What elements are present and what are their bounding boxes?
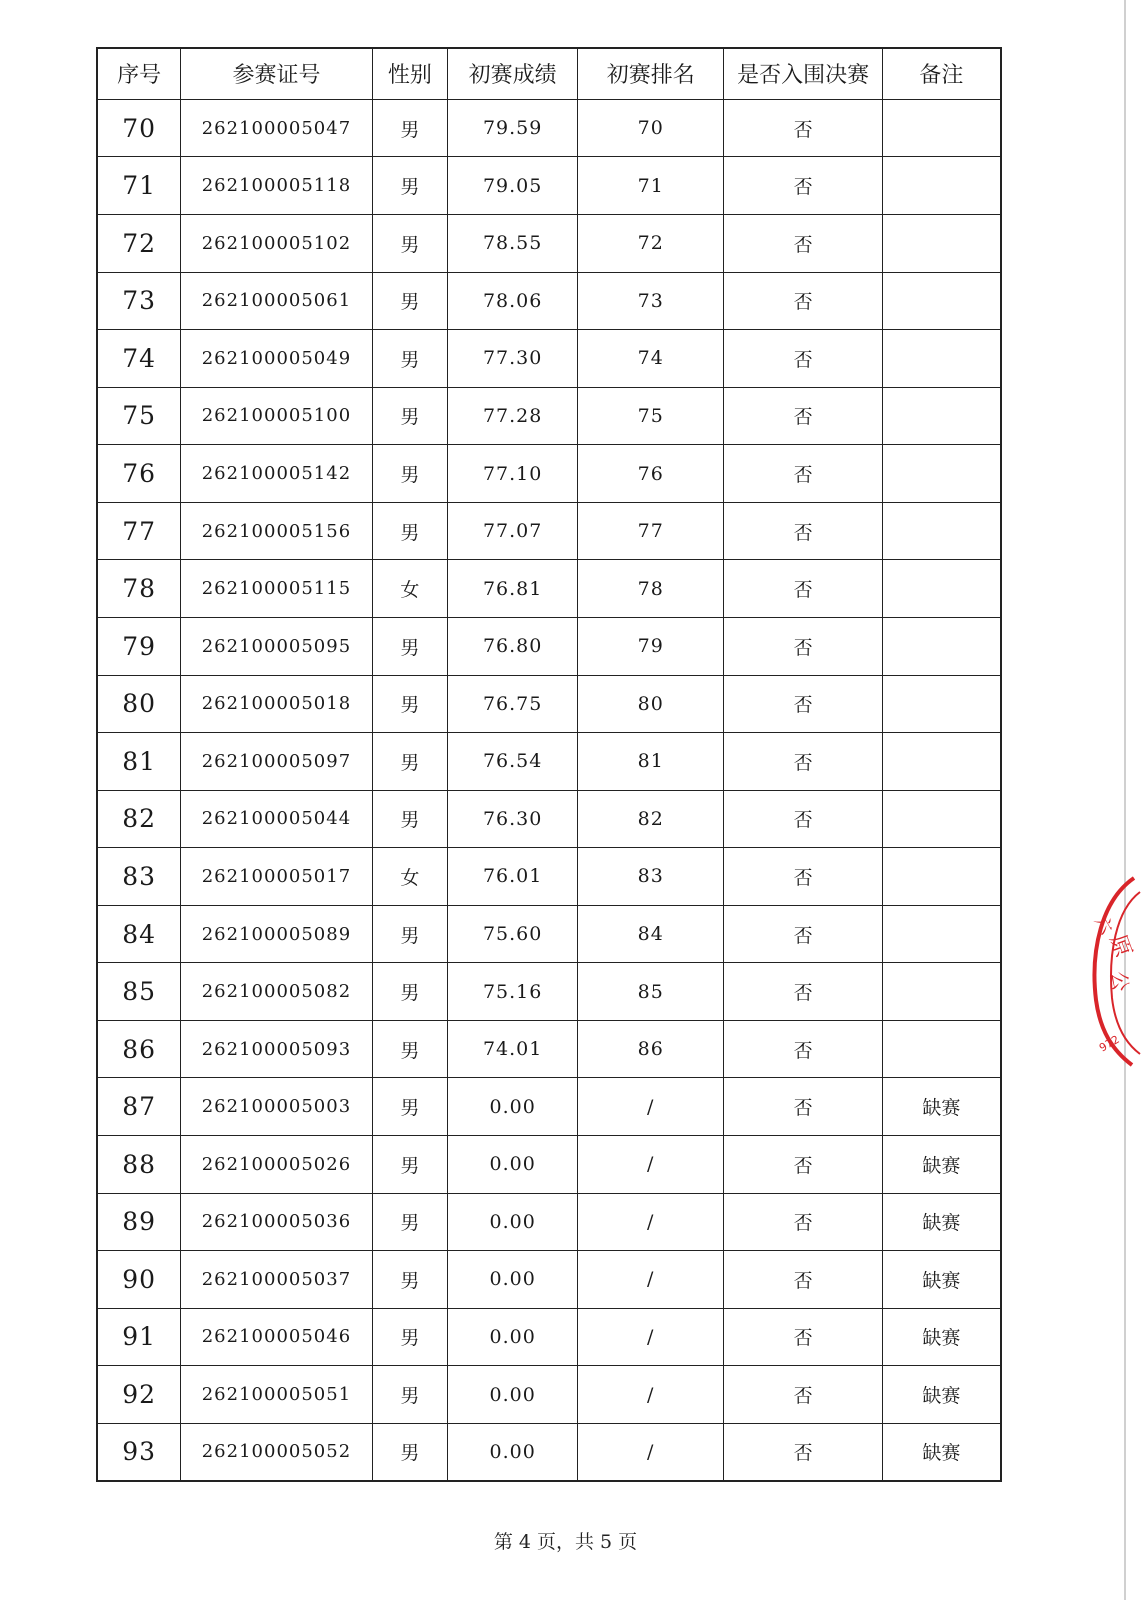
row-gender: 男 <box>372 1308 448 1366</box>
table-row <box>97 157 1001 215</box>
row-gender: 男 <box>372 215 448 273</box>
svg-text:原: 原 <box>1104 931 1136 961</box>
row-seq: 72 <box>97 215 181 273</box>
header-prelim-rank: 初赛排名 <box>578 48 724 99</box>
row-seq: 88 <box>97 1136 181 1194</box>
row-prelim-rank: 86 <box>578 1020 724 1078</box>
row-remarks <box>882 272 1001 330</box>
row-seq: 75 <box>97 387 181 445</box>
row-prelim-score: 75.16 <box>448 963 578 1021</box>
row-seq: 81 <box>97 733 181 791</box>
row-finalist: 否 <box>724 1308 883 1366</box>
scan-edge-line <box>1124 0 1126 1600</box>
row-remarks <box>882 445 1001 503</box>
row-prelim-rank: / <box>578 1251 724 1309</box>
row-seq: 76 <box>97 445 181 503</box>
row-gender: 男 <box>372 905 448 963</box>
row-prelim-rank: 80 <box>578 675 724 733</box>
table-row <box>97 1193 1001 1251</box>
header-seq: 序号 <box>97 48 181 99</box>
row-finalist: 否 <box>724 445 883 503</box>
row-seq: 93 <box>97 1423 181 1481</box>
header-finalist: 是否入围决赛 <box>724 48 883 99</box>
row-gender: 女 <box>372 848 448 906</box>
row-prelim-score: 78.06 <box>448 272 578 330</box>
row-remarks: 缺赛 <box>882 1078 1001 1136</box>
row-seq: 87 <box>97 1078 181 1136</box>
row-remarks <box>882 675 1001 733</box>
row-prelim-score: 0.00 <box>448 1308 578 1366</box>
row-prelim-rank: 81 <box>578 733 724 791</box>
table-row <box>97 1251 1001 1309</box>
row-prelim-score: 0.00 <box>448 1078 578 1136</box>
row-prelim-score: 0.00 <box>448 1423 578 1481</box>
row-prelim-rank: / <box>578 1078 724 1136</box>
row-finalist: 否 <box>724 848 883 906</box>
row-seq: 78 <box>97 560 181 618</box>
row-seq: 82 <box>97 790 181 848</box>
row-remarks <box>882 848 1001 906</box>
table-row <box>97 215 1001 273</box>
row-gender: 男 <box>372 445 448 503</box>
row-gender: 男 <box>372 272 448 330</box>
row-seq: 74 <box>97 330 181 388</box>
table-row <box>97 848 1001 906</box>
row-seq: 79 <box>97 617 181 675</box>
row-entry-id: 262100005026 <box>181 1136 372 1194</box>
row-prelim-score: 0.00 <box>448 1251 578 1309</box>
row-seq: 84 <box>97 905 181 963</box>
table-row <box>97 790 1001 848</box>
table-row <box>97 272 1001 330</box>
row-gender: 男 <box>372 387 448 445</box>
row-gender: 男 <box>372 617 448 675</box>
row-remarks <box>882 330 1001 388</box>
row-prelim-rank: 84 <box>578 905 724 963</box>
row-entry-id: 262100005082 <box>181 963 372 1021</box>
row-remarks: 缺赛 <box>882 1423 1001 1481</box>
row-prelim-score: 79.59 <box>448 99 578 157</box>
row-entry-id: 262100005142 <box>181 445 372 503</box>
row-entry-id: 262100005044 <box>181 790 372 848</box>
row-gender: 男 <box>372 1423 448 1481</box>
row-seq: 89 <box>97 1193 181 1251</box>
row-entry-id: 262100005046 <box>181 1308 372 1366</box>
row-entry-id: 262100005102 <box>181 215 372 273</box>
table-row <box>97 502 1001 560</box>
row-prelim-score: 76.75 <box>448 675 578 733</box>
table-row <box>97 1020 1001 1078</box>
row-remarks <box>882 502 1001 560</box>
row-prelim-rank: 74 <box>578 330 724 388</box>
svg-text:六: 六 <box>1089 912 1117 939</box>
row-prelim-score: 77.30 <box>448 330 578 388</box>
row-prelim-rank: 72 <box>578 215 724 273</box>
row-remarks: 缺赛 <box>882 1251 1001 1309</box>
row-seq: 90 <box>97 1251 181 1309</box>
row-prelim-score: 79.05 <box>448 157 578 215</box>
table-row <box>97 99 1001 157</box>
table-row <box>97 1366 1001 1424</box>
row-entry-id: 262100005047 <box>181 99 372 157</box>
row-entry-id: 262100005051 <box>181 1366 372 1424</box>
table-row <box>97 617 1001 675</box>
row-finalist: 否 <box>724 675 883 733</box>
row-entry-id: 262100005017 <box>181 848 372 906</box>
row-seq: 71 <box>97 157 181 215</box>
row-prelim-rank: / <box>578 1366 724 1424</box>
table-row <box>97 905 1001 963</box>
row-entry-id: 262100005018 <box>181 675 372 733</box>
row-prelim-rank: / <box>578 1308 724 1366</box>
row-prelim-score: 77.28 <box>448 387 578 445</box>
row-prelim-rank: 77 <box>578 502 724 560</box>
row-entry-id: 262100005052 <box>181 1423 372 1481</box>
row-finalist: 否 <box>724 1251 883 1309</box>
row-finalist: 否 <box>724 1193 883 1251</box>
table-row <box>97 675 1001 733</box>
svg-text:972: 972 <box>1097 1032 1122 1055</box>
row-prelim-rank: 83 <box>578 848 724 906</box>
red-seal-stamp-icon <box>1082 870 1142 1080</box>
row-prelim-rank: / <box>578 1423 724 1481</box>
row-seq: 91 <box>97 1308 181 1366</box>
row-entry-id: 262100005095 <box>181 617 372 675</box>
row-remarks: 缺赛 <box>882 1193 1001 1251</box>
row-remarks <box>882 387 1001 445</box>
row-prelim-score: 76.30 <box>448 790 578 848</box>
row-prelim-score: 77.07 <box>448 502 578 560</box>
table-header-row <box>97 48 1001 99</box>
row-prelim-rank: / <box>578 1193 724 1251</box>
row-prelim-rank: 76 <box>578 445 724 503</box>
table-row <box>97 445 1001 503</box>
row-remarks <box>882 963 1001 1021</box>
row-gender: 男 <box>372 675 448 733</box>
row-prelim-score: 76.81 <box>448 560 578 618</box>
row-finalist: 否 <box>724 905 883 963</box>
row-gender: 男 <box>372 1251 448 1309</box>
row-gender: 男 <box>372 157 448 215</box>
table-row <box>97 560 1001 618</box>
row-finalist: 否 <box>724 387 883 445</box>
header-gender: 性别 <box>372 48 448 99</box>
results-table-body <box>97 48 1001 1481</box>
page-footer: 第 4 页，共 5 页 <box>493 1531 638 1553</box>
row-entry-id: 262100005097 <box>181 733 372 791</box>
row-gender: 女 <box>372 560 448 618</box>
row-gender: 男 <box>372 1193 448 1251</box>
row-gender: 男 <box>372 1020 448 1078</box>
row-finalist: 否 <box>724 560 883 618</box>
row-gender: 男 <box>372 1366 448 1424</box>
table-row <box>97 387 1001 445</box>
row-prelim-score: 0.00 <box>448 1193 578 1251</box>
row-remarks <box>882 99 1001 157</box>
row-entry-id: 262100005115 <box>181 560 372 618</box>
row-finalist: 否 <box>724 733 883 791</box>
row-entry-id: 262100005037 <box>181 1251 372 1309</box>
row-finalist: 否 <box>724 1366 883 1424</box>
table-row <box>97 330 1001 388</box>
header-remarks: 备注 <box>882 48 1001 99</box>
table-row <box>97 963 1001 1021</box>
row-prelim-score: 78.55 <box>448 215 578 273</box>
row-finalist: 否 <box>724 1020 883 1078</box>
row-entry-id: 262100005049 <box>181 330 372 388</box>
svg-text:公: 公 <box>1107 970 1133 993</box>
row-finalist: 否 <box>724 1078 883 1136</box>
row-gender: 男 <box>372 1136 448 1194</box>
row-prelim-rank: 85 <box>578 963 724 1021</box>
table-row <box>97 1078 1001 1136</box>
row-seq: 80 <box>97 675 181 733</box>
table-row <box>97 1423 1001 1481</box>
header-entry-id: 参赛证号 <box>181 48 372 99</box>
row-remarks <box>882 560 1001 618</box>
row-remarks <box>882 733 1001 791</box>
row-prelim-score: 76.54 <box>448 733 578 791</box>
row-gender: 男 <box>372 790 448 848</box>
row-seq: 77 <box>97 502 181 560</box>
row-finalist: 否 <box>724 99 883 157</box>
row-seq: 70 <box>97 99 181 157</box>
results-table <box>96 47 1002 1482</box>
row-remarks: 缺赛 <box>882 1308 1001 1366</box>
row-entry-id: 262100005100 <box>181 387 372 445</box>
row-prelim-rank: 70 <box>578 99 724 157</box>
row-remarks: 缺赛 <box>882 1136 1001 1194</box>
row-gender: 男 <box>372 330 448 388</box>
row-gender: 男 <box>372 1078 448 1136</box>
row-finalist: 否 <box>724 502 883 560</box>
row-remarks <box>882 617 1001 675</box>
row-gender: 男 <box>372 502 448 560</box>
row-remarks <box>882 790 1001 848</box>
row-prelim-rank: 73 <box>578 272 724 330</box>
row-entry-id: 262100005003 <box>181 1078 372 1136</box>
row-finalist: 否 <box>724 1423 883 1481</box>
row-seq: 73 <box>97 272 181 330</box>
row-prelim-score: 77.10 <box>448 445 578 503</box>
row-finalist: 否 <box>724 963 883 1021</box>
row-seq: 92 <box>97 1366 181 1424</box>
row-gender: 男 <box>372 733 448 791</box>
row-finalist: 否 <box>724 617 883 675</box>
row-finalist: 否 <box>724 215 883 273</box>
row-prelim-score: 76.80 <box>448 617 578 675</box>
row-entry-id: 262100005089 <box>181 905 372 963</box>
header-prelim-score: 初赛成绩 <box>448 48 578 99</box>
row-prelim-rank: 78 <box>578 560 724 618</box>
row-finalist: 否 <box>724 1136 883 1194</box>
row-remarks <box>882 157 1001 215</box>
row-finalist: 否 <box>724 790 883 848</box>
row-finalist: 否 <box>724 157 883 215</box>
row-entry-id: 262100005093 <box>181 1020 372 1078</box>
row-seq: 83 <box>97 848 181 906</box>
row-prelim-rank: 79 <box>578 617 724 675</box>
row-entry-id: 262100005036 <box>181 1193 372 1251</box>
row-seq: 85 <box>97 963 181 1021</box>
row-prelim-rank: / <box>578 1136 724 1194</box>
row-finalist: 否 <box>724 330 883 388</box>
row-remarks <box>882 215 1001 273</box>
row-finalist: 否 <box>724 272 883 330</box>
row-remarks <box>882 905 1001 963</box>
row-prelim-rank: 75 <box>578 387 724 445</box>
row-prelim-score: 74.01 <box>448 1020 578 1078</box>
table-row <box>97 1136 1001 1194</box>
row-seq: 86 <box>97 1020 181 1078</box>
row-prelim-score: 0.00 <box>448 1136 578 1194</box>
row-entry-id: 262100005118 <box>181 157 372 215</box>
row-prelim-rank: 71 <box>578 157 724 215</box>
row-gender: 男 <box>372 963 448 1021</box>
row-remarks <box>882 1020 1001 1078</box>
row-prelim-score: 75.60 <box>448 905 578 963</box>
row-prelim-score: 76.01 <box>448 848 578 906</box>
row-gender: 男 <box>372 99 448 157</box>
table-row <box>97 733 1001 791</box>
row-prelim-score: 0.00 <box>448 1366 578 1424</box>
row-entry-id: 262100005061 <box>181 272 372 330</box>
table-row <box>97 1308 1001 1366</box>
row-entry-id: 262100005156 <box>181 502 372 560</box>
row-prelim-rank: 82 <box>578 790 724 848</box>
row-remarks: 缺赛 <box>882 1366 1001 1424</box>
